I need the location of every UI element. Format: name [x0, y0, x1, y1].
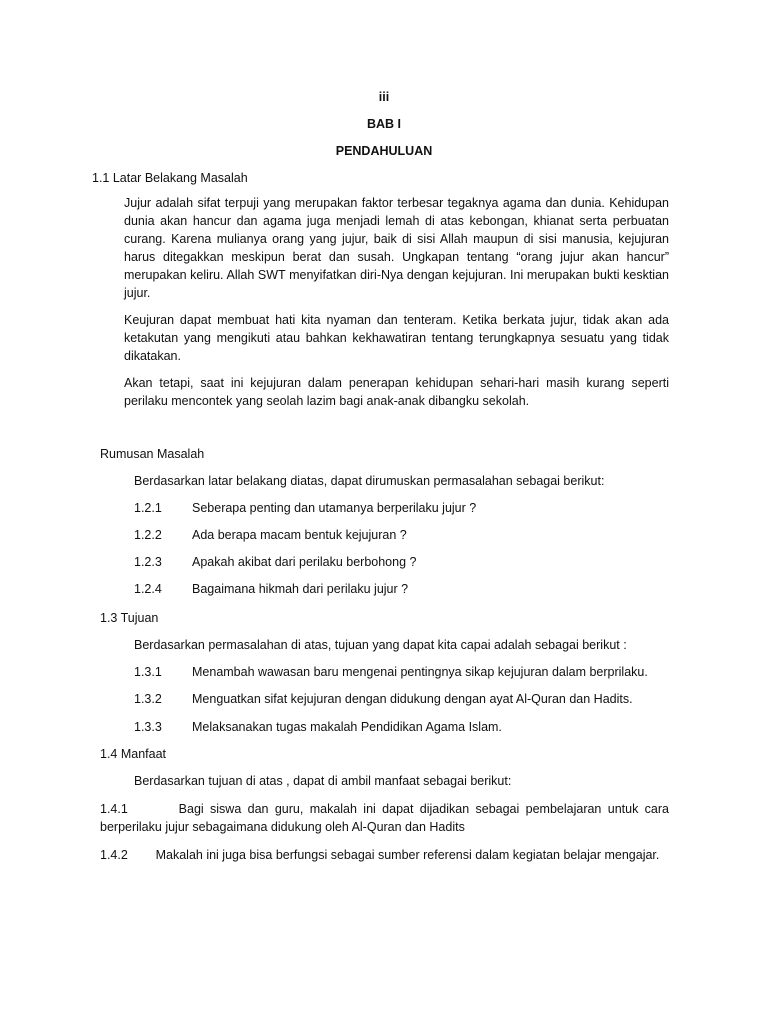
section-heading-tujuan: 1.3 Tujuan: [100, 611, 159, 625]
list-item-text: Seberapa penting dan utamanya berperilaku jujur ?: [192, 501, 477, 515]
list-item-text: Apakah akibat dari perilaku berbohong ?: [192, 555, 417, 569]
chapter-label: BAB I: [366, 117, 402, 131]
section-heading-rumusan: Rumusan Masalah: [100, 447, 205, 461]
page-number: iii: [378, 90, 390, 104]
list-item-text: Melaksanakan tugas makalah Pendidikan Agama Islam.: [192, 720, 502, 734]
list-item-number: 1.3.3: [134, 720, 162, 734]
manfaat-item: [100, 800, 669, 836]
paragraph-latar-2: Keujuran dapat membuat hati kita nyaman dan tenteram. Ketika berkata jujur, tidak akan ada ketakutan yang mengikuti atau bahkan kekhawatiran tentang terungkapnya sesuatu yang tidak dikatakan.: [124, 313, 669, 363]
list-item-number: 1.2.3: [134, 555, 162, 569]
section-heading-latar: 1.1 Latar Belakang Masalah: [92, 171, 248, 185]
list-item-number: 1.3.2: [134, 692, 162, 706]
manfaat-intro: Berdasarkan tujuan di atas , dapat di ambil manfaat sebagai berikut:: [134, 774, 512, 788]
list-item-text: Bagi siswa dan guru, makalah ini dapat dijadikan sebagai pembelajaran untuk cara berperilaku jujur sebagaimana didukung oleh Al-Quran dan Hadits: [100, 802, 669, 834]
list-item-number: 1.2.1: [134, 501, 162, 515]
list-item-number: 1.3.1: [134, 665, 162, 679]
list-item-text: Menambah wawasan baru mengenai pentingnya sikap kejujuran dalam berprilaku.: [192, 665, 648, 679]
tujuan-intro: Berdasarkan permasalahan di atas, tujuan yang dapat kita capai adalah sebagai berikut :: [134, 638, 627, 652]
list-item-number: 1.2.2: [134, 528, 162, 542]
paragraph-latar-3: Akan tetapi, saat ini kejujuran dalam penerapan kehidupan sehari-hari masih kurang seperti perilaku mencontek yang seolah lazim bagi anak-anak dibangku sekolah.: [124, 376, 669, 408]
list-item-text: Menguatkan sifat kejujuran dengan didukung dengan ayat Al-Quran dan Hadits.: [192, 692, 633, 706]
list-item-number: 1.2.4: [134, 582, 162, 596]
list-item-text: Bagaimana hikmah dari perilaku jujur ?: [192, 582, 409, 596]
paragraph-latar-1: Jujur adalah sifat terpuji yang merupakan faktor terbesar tegaknya agama dan dunia. Kehidupan dunia akan hancur dan agama juga menjadi lemah di atas kebongan, khianat serta perbuatan curang. Karena mulianya orang yang jujur, baik di sisi Allah maupun di sisi manusia, kejujuran harus ditegakkan meskipun berat dan susah. Ungkapan tentang “orang jujur akan hancur” merupakan keliru. Allah SWT menyifatkan diri-Nya dengan kejujuran. Ini merupakan bukti kesktian jujur.: [124, 196, 669, 300]
rumusan-intro: Berdasarkan latar belakang diatas, dapat dirumuskan permasalahan sebagai berikut:: [134, 474, 605, 488]
section-heading-manfaat: 1.4 Manfaat: [100, 747, 167, 761]
list-item-text: Ada berapa macam bentuk kejujuran ?: [192, 528, 407, 542]
list-item-number: 1.4.2: [100, 848, 128, 862]
manfaat-item: [100, 846, 669, 864]
chapter-title: PENDAHULUAN: [335, 144, 433, 158]
list-item-text: Makalah ini juga bisa berfungsi sebagai sumber referensi dalam kegiatan belajar mengajar.: [155, 848, 660, 862]
list-item-number: 1.4.1: [100, 802, 128, 816]
